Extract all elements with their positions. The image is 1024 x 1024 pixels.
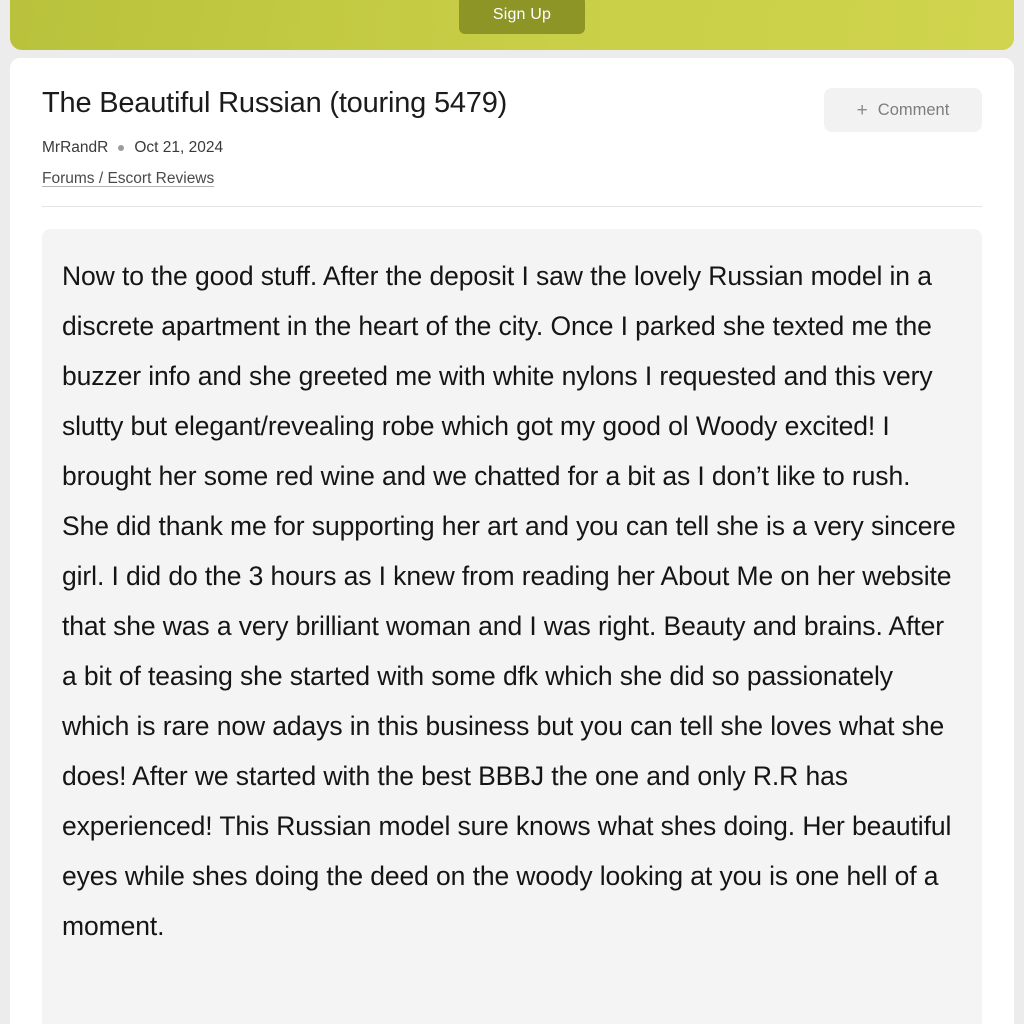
post-meta — [42, 139, 982, 157]
header-divider — [42, 206, 982, 207]
sign-up-button[interactable] — [459, 0, 585, 34]
post-card-inner — [10, 58, 1014, 1024]
site-banner — [10, 0, 1014, 50]
page-title: The Beautiful Russian (touring 5479) — [42, 87, 508, 119]
add-comment-button[interactable] — [824, 88, 982, 132]
breadcrumb[interactable]: Forums / Escort Reviews — [42, 169, 215, 187]
post-body-text: Now to the good stuff. After the deposit I saw the lovely Russian model in a discrete apartment in the heart of the city. Once I parked she texted me the buzzer info and she greeted me with white nylons I requested and this very slutty but elegant/revealing robe which got my good ol Woody excited! I brought her some red wine and we chatted for a bit as I don’t like to rush. She did thank me for supporting her art and you can tell she is a very sincere girl. I did do the 3 hours as I knew from reading her About Me on her website that she was a very brilliant woman and I was right. Beauty and brains. After a bit of teasing she started with some dfk which she did so passionately which is rare now adays in this business but you can tell she loves what she does! After we started with the best BBBJ the one and only R.R has experienced! This Russian model sure knows what shes doing. Her beautiful eyes while shes doing the deed on the woody looking at you is one hell of a moment. — [62, 260, 963, 941]
post-date: Oct 21, 2024 — [134, 138, 224, 156]
post-author[interactable]: MrRandR — [42, 138, 109, 156]
add-comment-label: Comment — [877, 100, 950, 119]
plus-icon: + — [856, 99, 868, 121]
separator-dot-icon — [118, 145, 124, 151]
post-card — [10, 58, 1014, 1024]
post-body — [42, 229, 982, 1024]
sign-up-label: Sign Up — [492, 6, 552, 23]
